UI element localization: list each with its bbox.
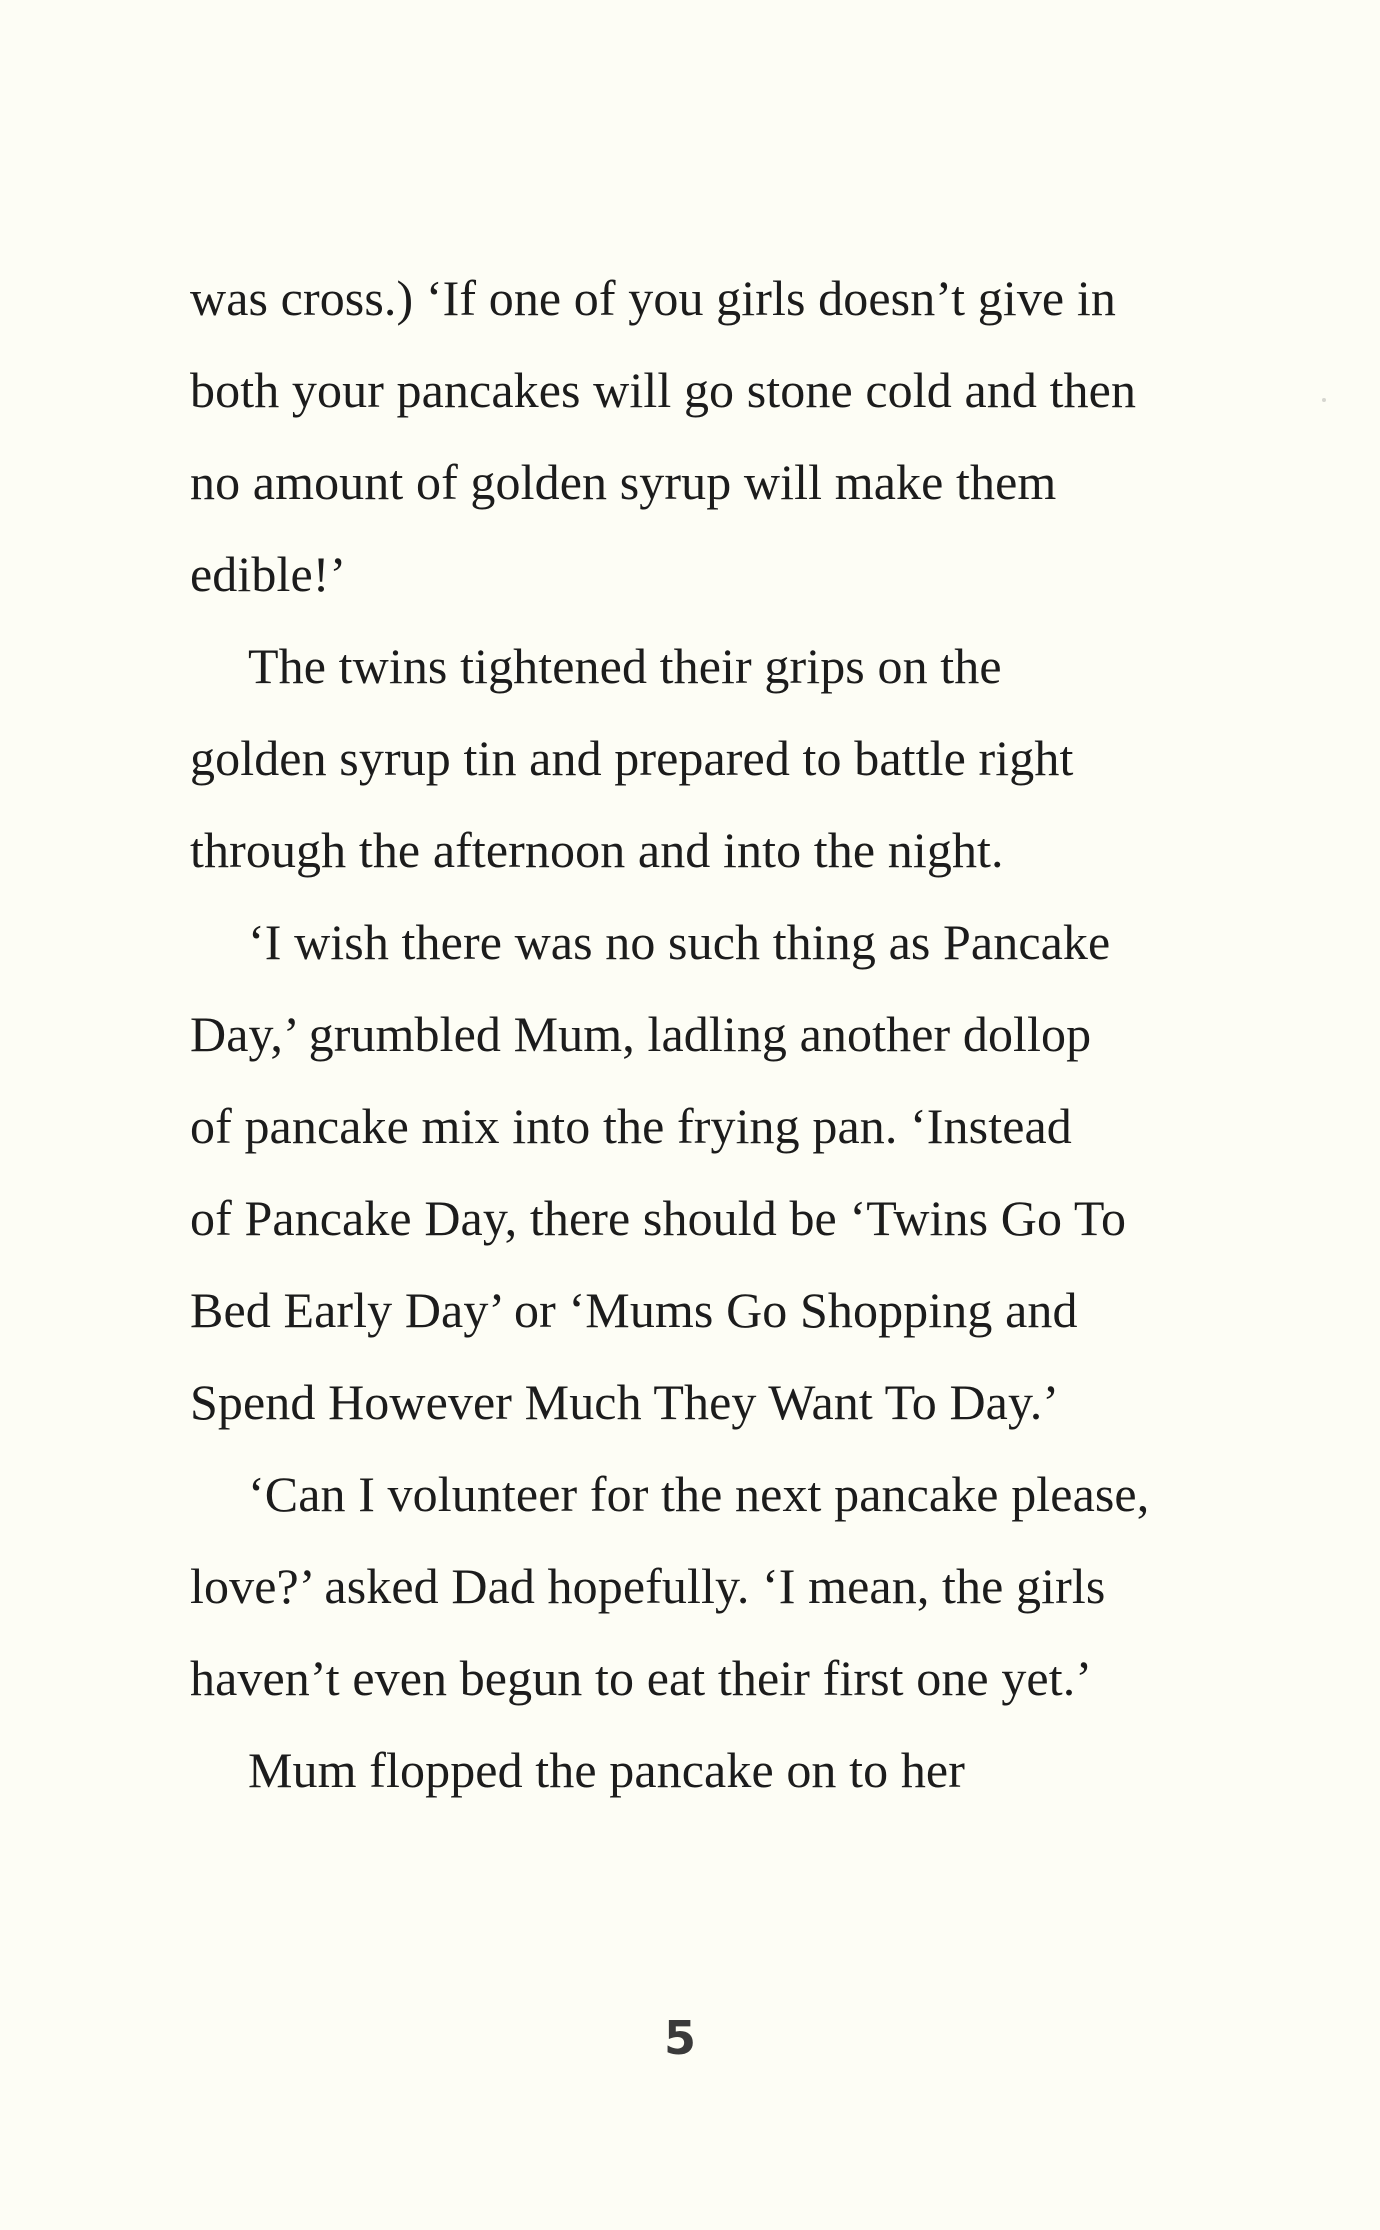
text-line-11: of Pancake Day, there should be ‘Twins Go To: [190, 1190, 1127, 1246]
scan-speck: [1322, 398, 1326, 402]
text-line-12: Bed Early Day’ or ‘Mums Go Shopping and: [190, 1282, 1078, 1338]
text-line-17: Mum flopped the pancake on to her: [248, 1742, 965, 1798]
text-line-9: Day,’ grumbled Mum, ladling another dollop: [190, 1006, 1092, 1062]
text-line-5: The twins tightened their grips on the: [248, 638, 1002, 694]
text-line-10: of pancake mix into the frying pan. ‘Instead: [190, 1098, 1072, 1154]
text-line-14: ‘Can I volunteer for the next pancake please,: [248, 1466, 1150, 1522]
page-number: 5: [663, 2011, 696, 2065]
text-line-4: edible!’: [190, 546, 347, 602]
text-line-7: through the afternoon and into the night.: [190, 822, 1004, 878]
text-line-16: haven’t even begun to eat their first one yet.’: [190, 1650, 1093, 1706]
text-line-2: both your pancakes will go stone cold and then: [190, 362, 1137, 418]
text-line-3: no amount of golden syrup will make them: [190, 454, 1057, 510]
text-line-15: love?’ asked Dad hopefully. ‘I mean, the girls: [190, 1558, 1106, 1614]
text-line-1: was cross.) ‘If one of you girls doesn’t give in: [190, 270, 1116, 326]
text-line-6: golden syrup tin and prepared to battle right: [190, 730, 1074, 786]
text-line-13: Spend However Much They Want To Day.’: [190, 1374, 1060, 1430]
text-line-8: ‘I wish there was no such thing as Pancake: [248, 914, 1111, 970]
